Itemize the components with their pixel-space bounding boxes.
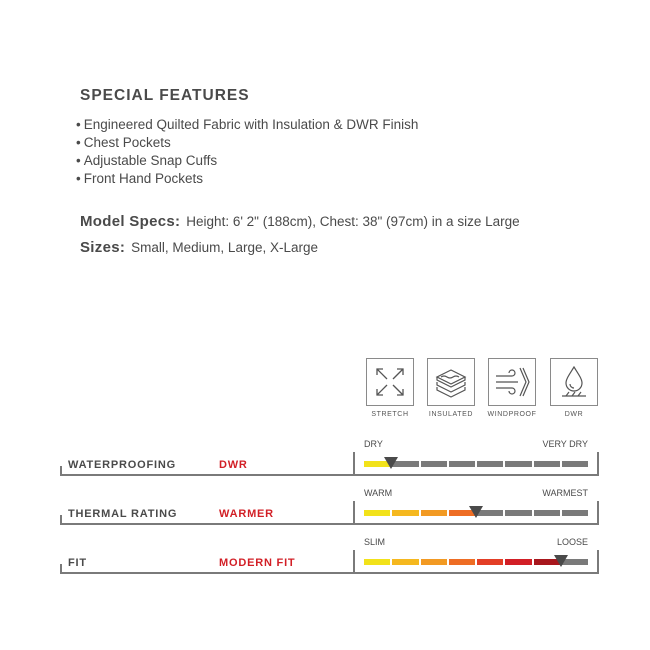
scale-max-label: LOOSE xyxy=(556,537,588,547)
rating-row-thermal xyxy=(60,488,599,525)
rating-value: MODERN FIT xyxy=(219,557,296,569)
rating-bar xyxy=(364,461,588,467)
scale-max-label: WARMEST xyxy=(542,488,588,498)
rating-segment xyxy=(421,510,447,516)
row-right-cap xyxy=(597,550,599,574)
scale-min-label: SLIM xyxy=(364,537,386,547)
rating-segment xyxy=(477,461,503,467)
sizes xyxy=(80,239,318,256)
rating-segment xyxy=(477,559,503,565)
row-left-cap xyxy=(60,466,62,476)
rating-segment xyxy=(421,461,447,467)
rating-segment xyxy=(449,559,475,565)
rating-segment xyxy=(505,461,531,467)
rating-segment xyxy=(505,510,531,516)
rating-segment xyxy=(534,510,560,516)
feature-item: • Chest Pockets xyxy=(76,134,418,152)
rating-row-fit xyxy=(60,537,599,574)
insulated-label: INSULATED xyxy=(428,411,474,418)
rating-bar xyxy=(364,510,588,516)
row-left-cap xyxy=(60,515,62,525)
rating-segment xyxy=(505,559,531,565)
stretch-label: STRETCH xyxy=(371,411,409,418)
insulated-icon xyxy=(427,358,475,406)
dwr-icon xyxy=(550,358,598,406)
sizes-label: Sizes: xyxy=(80,239,126,256)
feature-item: • Front Hand Pockets xyxy=(76,170,418,188)
feature-item: • Adjustable Snap Cuffs xyxy=(76,152,418,170)
model-specs-label: Model Specs: xyxy=(80,213,181,230)
row-divider xyxy=(60,523,599,525)
rating-bar xyxy=(364,559,588,565)
rating-value: DWR xyxy=(219,459,248,471)
rating-row-waterproofing xyxy=(60,439,599,476)
stretch-icon xyxy=(366,358,414,406)
special-features-list xyxy=(76,116,418,188)
rating-segment xyxy=(364,510,390,516)
rating-segment xyxy=(562,461,588,467)
row-right-cap xyxy=(597,452,599,476)
feature-item: • Engineered Quilted Fabric with Insulation & DWR Finish xyxy=(76,116,418,134)
row-left-cap xyxy=(60,564,62,574)
scale-min-label: WARM xyxy=(364,488,393,498)
dwr-label: DWR xyxy=(564,411,584,418)
rating-segment xyxy=(449,461,475,467)
rating-name: THERMAL RATING xyxy=(68,508,178,520)
row-mid-cap xyxy=(353,550,355,574)
windproof-icon xyxy=(488,358,536,406)
scale-min-label: DRY xyxy=(364,439,383,449)
rating-segment xyxy=(364,559,390,565)
sizes-value: Small, Medium, Large, X-Large xyxy=(131,240,318,255)
rating-segment xyxy=(392,510,418,516)
scale-max-label: VERY DRY xyxy=(542,439,588,449)
rating-marker-icon xyxy=(384,457,398,469)
model-specs xyxy=(80,213,520,230)
windproof-label: WINDPROOF xyxy=(487,411,537,418)
row-divider xyxy=(60,572,599,574)
rating-segment xyxy=(562,510,588,516)
row-divider xyxy=(60,474,599,476)
special-features-title: SPECIAL FEATURES xyxy=(80,87,250,104)
model-specs-value: Height: 6' 2" (188cm), Chest: 38" (97cm) in a size Large xyxy=(186,214,520,229)
rating-name: FIT xyxy=(68,557,87,569)
rating-name: WATERPROOFING xyxy=(68,459,176,471)
rating-segment xyxy=(421,559,447,565)
row-mid-cap xyxy=(353,501,355,525)
rating-marker-icon xyxy=(469,506,483,518)
rating-segment xyxy=(534,461,560,467)
row-mid-cap xyxy=(353,452,355,476)
rating-segment xyxy=(392,559,418,565)
rating-marker-icon xyxy=(554,555,568,567)
row-right-cap xyxy=(597,501,599,525)
rating-value: WARMER xyxy=(219,508,274,520)
